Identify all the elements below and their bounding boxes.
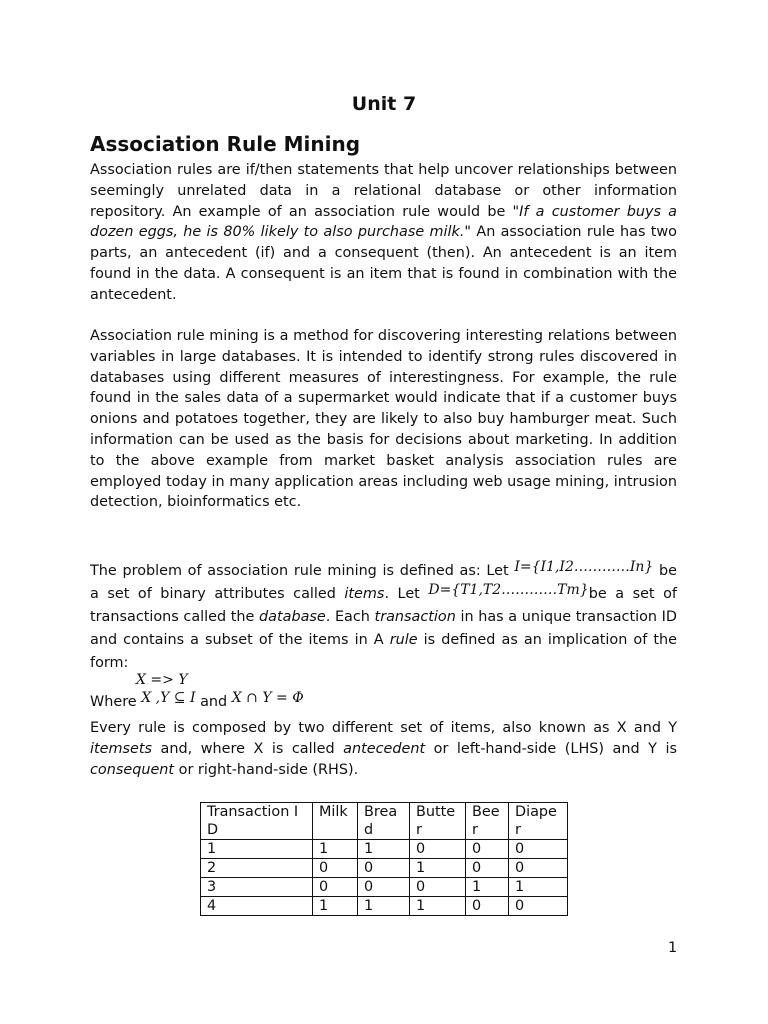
- table-row: [201, 897, 568, 916]
- paragraph-text: Association rules are if/then statements that help uncover relationships between seemingly unrelated data in a relational database or other information repository. An example of an association rule would be ": [90, 162, 677, 220]
- table-cell: 0: [358, 878, 410, 897]
- table-cell: 1: [509, 878, 568, 897]
- page-number: 1: [668, 940, 678, 956]
- table-cell: 0: [410, 878, 466, 897]
- header-bread: Bread: [358, 803, 410, 840]
- table-cell: 0: [466, 859, 509, 878]
- header-butter: Butter: [410, 803, 466, 840]
- table-cell: 1: [466, 878, 509, 897]
- table-cell: 3: [201, 878, 313, 897]
- paragraph-text: or right-hand-side (RHS).: [174, 761, 359, 778]
- paragraph-text: in has a unique transaction ID and contains a subset of the items in A: [90, 609, 677, 648]
- itemsets-paragraph: [90, 718, 677, 780]
- where-label: Where: [90, 694, 142, 710]
- paragraph-text: is defined as an implication of the form:: [90, 632, 677, 671]
- table-cell: 0: [466, 840, 509, 859]
- table-cell: 0: [313, 878, 358, 897]
- and-label: and: [195, 694, 232, 710]
- term-transaction: transaction: [374, 609, 456, 625]
- header-transaction-id: Transaction ID: [201, 803, 313, 840]
- table-cell: 2: [201, 859, 313, 878]
- table-row: [201, 878, 568, 897]
- table-cell: 0: [509, 840, 568, 859]
- table-cell: 0: [410, 840, 466, 859]
- paragraph-text: or left-hand-side (LHS) and Y is: [425, 740, 677, 757]
- table-cell: 1: [410, 859, 466, 878]
- table-cell: 1: [201, 840, 313, 859]
- table-cell: 1: [313, 897, 358, 916]
- paragraph-text: Every rule is composed by two different set of items, also known as X and Y: [90, 720, 677, 736]
- header-diaper: Diaper: [509, 803, 568, 840]
- table-cell: 0: [358, 859, 410, 878]
- table-header-row: [201, 803, 568, 840]
- paragraph-text: " An association rule has two parts, an antecedent (if) and a consequent (then). An antecedent is an item found in the data. A consequent is an item that is found in combination with the antecedent.: [90, 224, 677, 303]
- table-cell: 1: [410, 897, 466, 916]
- table-cell: 4: [201, 897, 313, 916]
- term-antecedent: antecedent: [343, 740, 426, 757]
- rule-formula: X => Y: [136, 672, 188, 688]
- intro-paragraph: [90, 160, 677, 306]
- paragraph-text: The problem of association rule mining is defined as: Let: [90, 563, 515, 579]
- paragraph-text: and, where X is called: [152, 740, 344, 757]
- term-rule: rule: [389, 632, 418, 648]
- math-subset: X ,Y ⊆ I: [141, 690, 196, 706]
- definition-paragraph: Association rule mining is a method for discovering interesting relations between variables in large databases. It is intended to identify strong rules discovered in databases using different measures of interestingness. For example, the rule found in the sales data of a supermarket would indicate that if a customer buys onions and potatoes together, they are likely to also buy hamburger meat. Such information can be used as the basis for decisions about marketing. In addition to the above example from market basket analysis association rules are employed today in many application areas including web usage mining, intrusion detection, bioinformatics etc.: [90, 328, 677, 511]
- table-cell: 1: [358, 897, 410, 916]
- unit-title: Unit 7: [351, 93, 417, 115]
- where-line: [90, 690, 304, 710]
- term-itemsets: itemsets: [90, 740, 153, 757]
- table-cell: 1: [313, 840, 358, 859]
- table-cell: 0: [466, 897, 509, 916]
- header-milk: Milk: [313, 803, 358, 840]
- paragraph-text: be a set of binary attributes called: [90, 563, 677, 602]
- math-item-set: I={I1,I2…………In}: [514, 559, 654, 575]
- table-cell: 0: [509, 859, 568, 878]
- table-cell: 0: [509, 897, 568, 916]
- math-database-set: D={T1,T2…………Tm}: [428, 582, 589, 598]
- header-beer: Beer: [466, 803, 509, 840]
- table-cell: 0: [313, 859, 358, 878]
- table-row: [201, 840, 568, 859]
- term-items: items: [344, 586, 385, 602]
- example-quote: If a customer buys a dozen eggs, he is 80% likely to also purchase milk.: [90, 203, 677, 241]
- transaction-table: [200, 802, 568, 916]
- math-intersection: X ∩ Y = Φ: [231, 690, 304, 706]
- paragraph-text: . Let: [384, 586, 429, 602]
- term-consequent: consequent: [90, 761, 175, 778]
- paragraph-text: be a set of transactions called the: [90, 586, 677, 625]
- section-title: Association Rule Mining: [90, 132, 361, 156]
- paragraph-text: . Each: [325, 609, 375, 625]
- problem-definition-paragraph: [90, 560, 677, 675]
- table-row: [201, 859, 568, 878]
- table-cell: 1: [358, 840, 410, 859]
- term-database: database: [259, 609, 326, 625]
